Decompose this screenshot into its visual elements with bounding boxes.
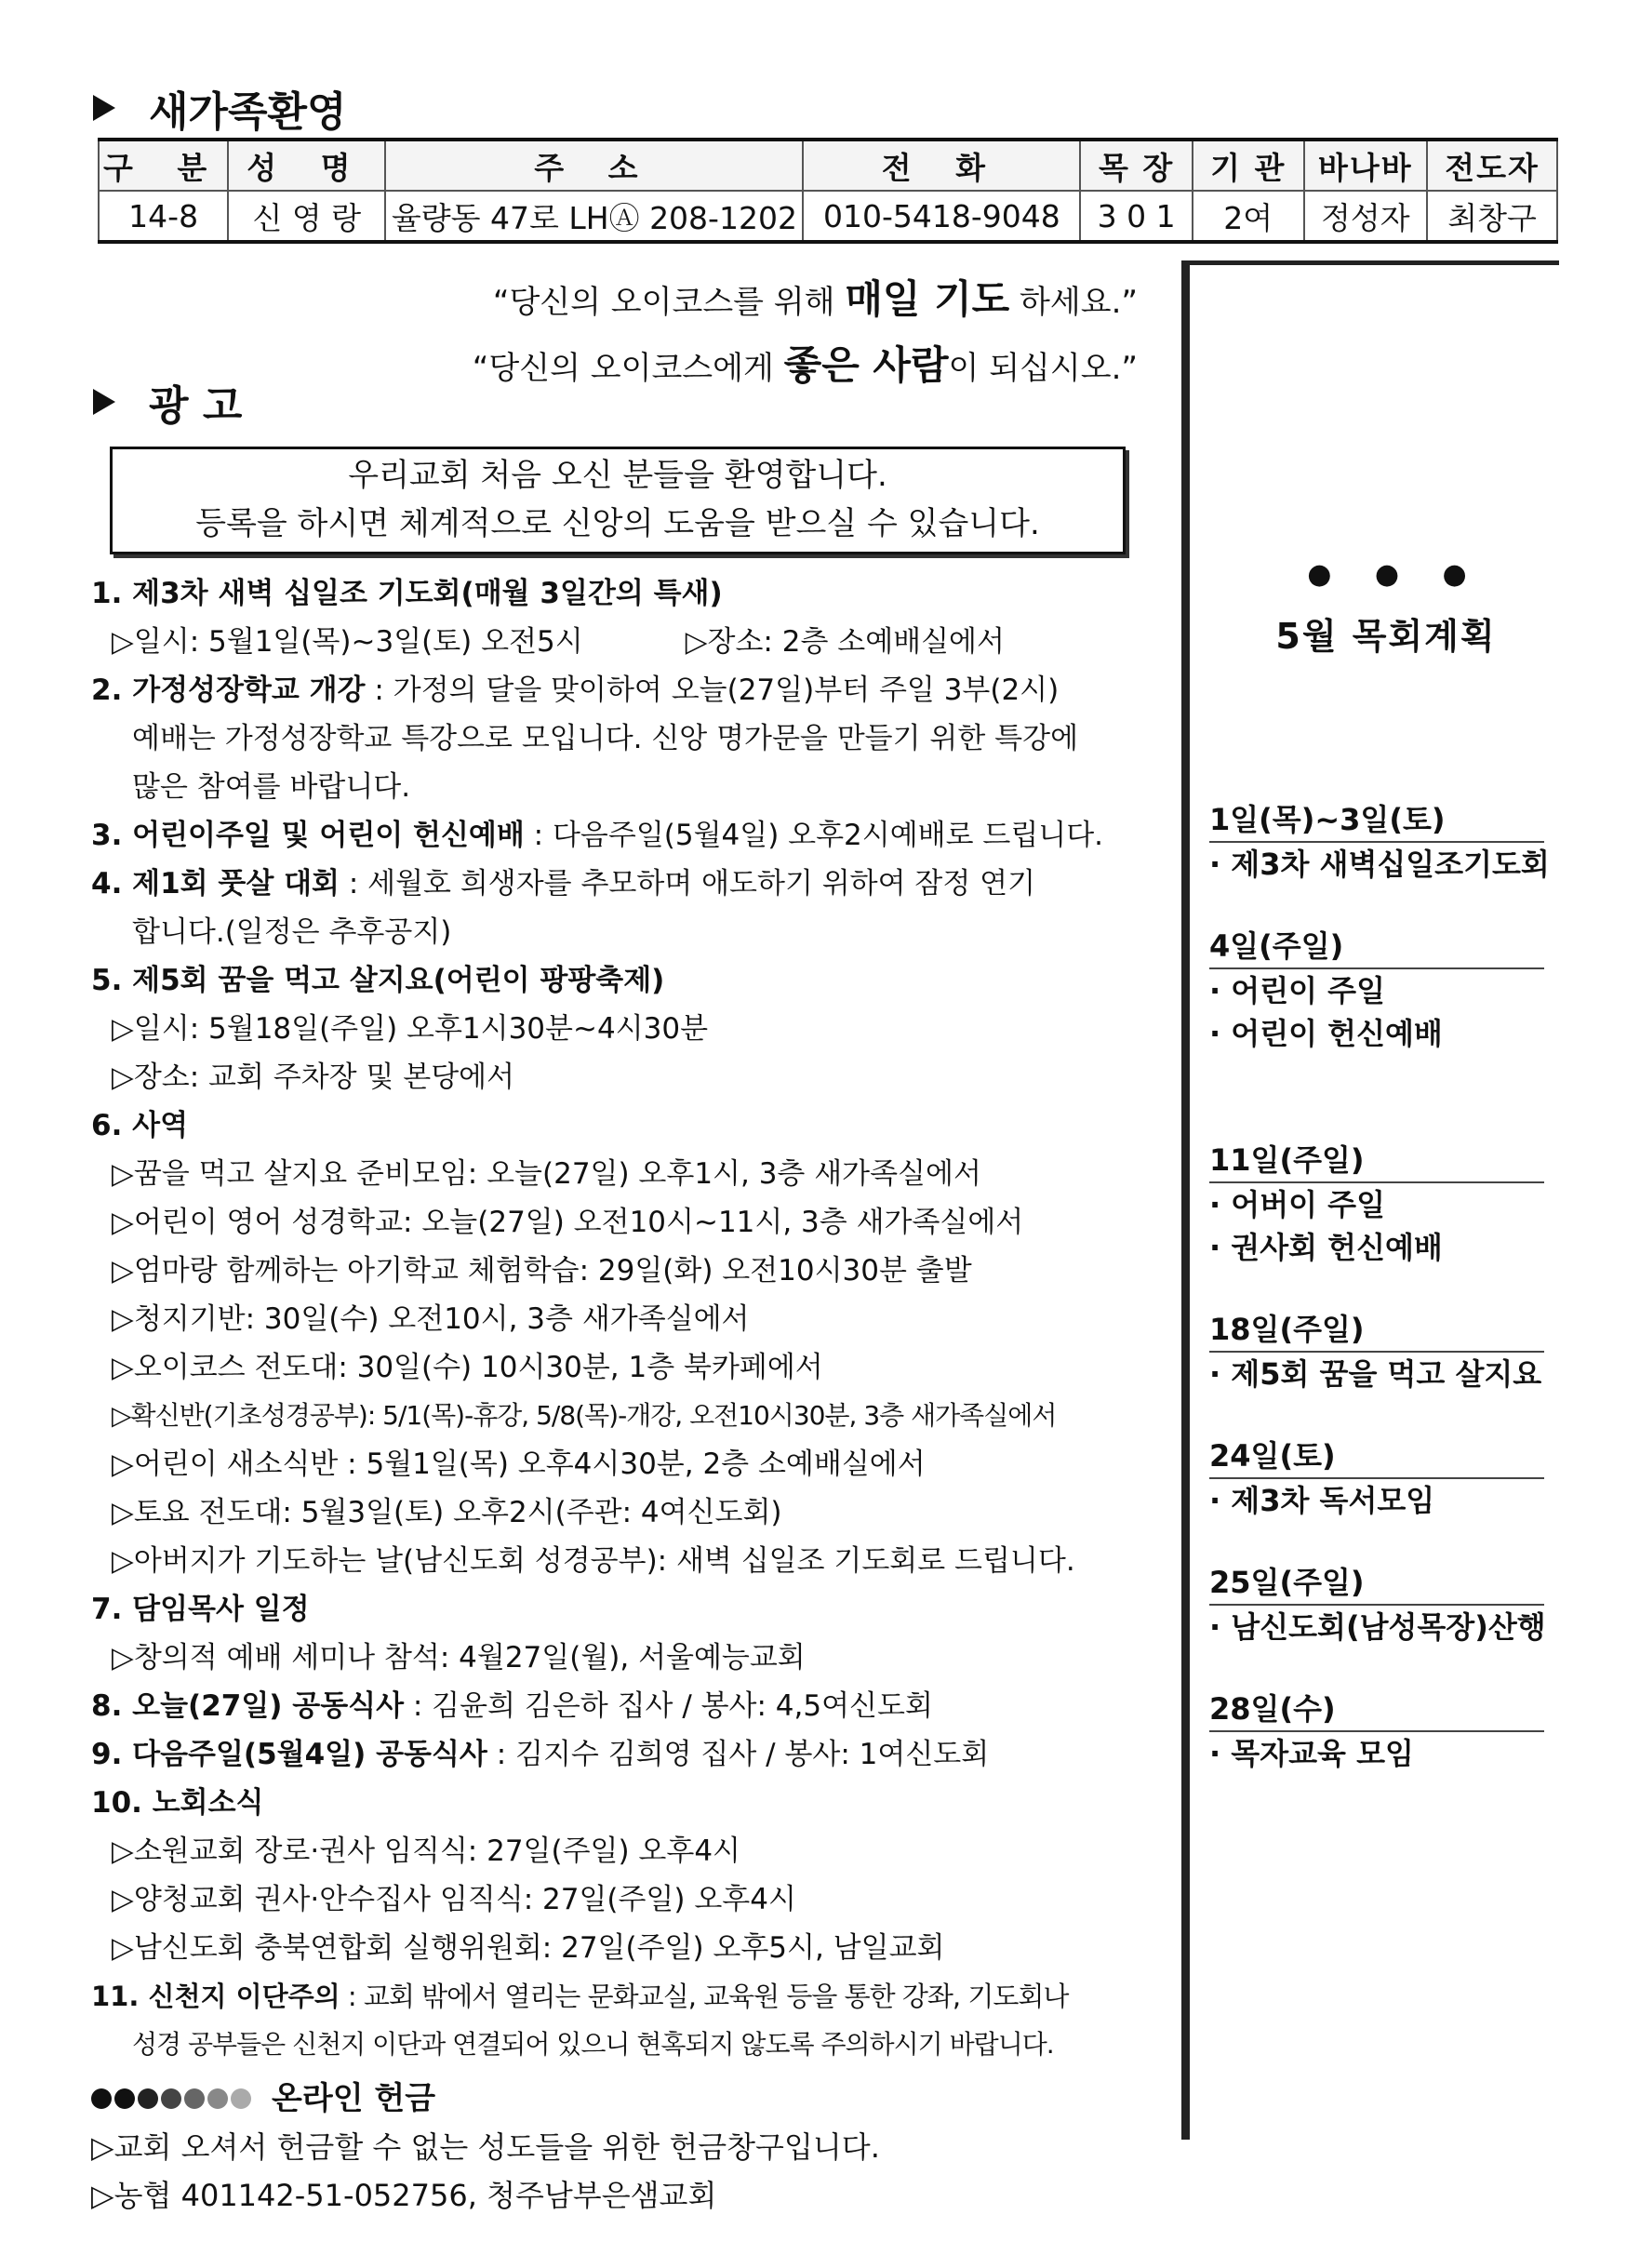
plan-date: 25일(주일) bbox=[1209, 1561, 1544, 1606]
list-item bbox=[91, 811, 1142, 860]
item-sub: ▷장소: 2층 소예배실에서 bbox=[685, 625, 1005, 659]
quote-1-pre: “당신의 오이코스를 위해 bbox=[492, 284, 846, 321]
cell-group: 3 0 1 bbox=[1080, 191, 1192, 242]
header-evangelist: 전도자 bbox=[1427, 140, 1557, 191]
plan-event: · 남신도회(남성목장)산행 bbox=[1209, 1609, 1546, 1645]
item-title: 8. 오늘(27일) 공동식사 bbox=[91, 1689, 405, 1723]
quote-line-1 bbox=[473, 268, 1138, 334]
item-title: 10. 노회소식 bbox=[91, 1786, 264, 1820]
item-title: 2. 가정성장학교 개강 bbox=[91, 674, 366, 707]
list-item bbox=[91, 569, 1142, 666]
welcome-heading bbox=[93, 78, 347, 138]
item-title: 5. 제5회 꿈을 먹고 살지요(어린이 팡팡축제) bbox=[91, 964, 665, 997]
item-sub: ▷토요 전도대: 5월3일(토) 오후2시(주관: 4여신도회) bbox=[112, 1496, 782, 1529]
bullet-dot-icon bbox=[231, 2088, 251, 2109]
item-body: : 가정의 달을 맞이하여 오늘(27일)부터 주일 3부(2시) bbox=[365, 674, 1060, 707]
header-organization: 기 관 bbox=[1193, 140, 1304, 191]
cell-evangelist: 최창구 bbox=[1427, 191, 1557, 242]
item-body: : 세월호 희생자를 추모하며 애도하기 위하여 잠정 연기 bbox=[339, 867, 1036, 901]
item-body: : 김윤희 김은하 집사 / 봉사: 4,5여신도회 bbox=[404, 1689, 933, 1723]
plan-event: · 제3차 새벽십일조기도회 bbox=[1209, 847, 1550, 882]
welcome-title: 새가족환영 bbox=[149, 88, 347, 136]
item-title: 4. 제1회 풋살 대회 bbox=[91, 867, 340, 901]
plan-date: 18일(주일) bbox=[1209, 1308, 1544, 1353]
bullet-dot-icon bbox=[161, 2088, 181, 2109]
quote-2-pre: “당신의 오이코스에게 bbox=[472, 350, 784, 387]
cell-organization: 2여 bbox=[1193, 191, 1304, 242]
notice-line-1: 우리교회 처음 오신 분들을 환영합니다. bbox=[348, 457, 887, 494]
header-group: 목 장 bbox=[1080, 140, 1192, 191]
side-dots: ● ● ● bbox=[1307, 558, 1484, 591]
item-cont: 많은 참여를 바랍니다. bbox=[132, 770, 411, 804]
ads-title: 광 고 bbox=[149, 382, 243, 430]
item-cont: 합니다.(일정은 추후공지) bbox=[132, 915, 452, 949]
plan-event: · 어버이 주일 bbox=[1209, 1187, 1385, 1222]
plan-event: · 어린이 주일 bbox=[1209, 973, 1385, 1008]
quote-1-emphasis: 매일 기도 bbox=[845, 276, 1010, 322]
plan-event: · 제5회 꿈을 먹고 살지요 bbox=[1209, 1356, 1542, 1392]
plan-entry bbox=[1209, 1688, 1563, 1775]
triangle-bullet-icon bbox=[93, 95, 115, 121]
item-sub: ▷아버지가 기도하는 날(남신도회 성경공부): 새벽 십일조 기도회로 드립니다. bbox=[112, 1544, 1075, 1578]
offering-line-1: ▷교회 오셔서 헌금할 수 없는 성도들을 위한 헌금창구입니다. bbox=[91, 2129, 880, 2165]
item-cont: 성경 공부들은 신천지 이단과 연결되어 있으니 현혹되지 않도록 주의하시기 바랍니다. bbox=[132, 2029, 1054, 2060]
item-sub: ▷꿈을 먹고 살지요 준비모임: 오늘(27일) 오후1시, 3층 새가족실에서 bbox=[112, 1157, 981, 1191]
item-sub: ▷남신도회 충북연합회 실행위원회: 27일(주일) 오후5시, 남일교회 bbox=[112, 1931, 945, 1965]
side-panel-rule bbox=[1181, 260, 1190, 2140]
plan-date: 24일(토) bbox=[1209, 1434, 1544, 1479]
item-body: : 다음주일(5월4일) 오후2시예배로 드립니다. bbox=[524, 819, 1104, 852]
item-sub: ▷엄마랑 함께하는 아기학교 체험학습: 29일(화) 오전10시30분 출발 bbox=[112, 1254, 972, 1287]
list-item bbox=[91, 1972, 1142, 2069]
item-sub: ▷확신반(기초성경공부): 5/1(목)-휴강, 5/8(목)-개강, 오전10시30분, 3층 새가족실에서 bbox=[112, 1400, 1057, 1431]
new-family-table bbox=[98, 138, 1558, 244]
list-item bbox=[91, 1101, 1142, 1585]
list-item bbox=[91, 1730, 1142, 1779]
plan-event: · 어린이 헌신예배 bbox=[1209, 1016, 1443, 1051]
item-title: 6. 사역 bbox=[91, 1109, 189, 1142]
plan-event: · 목자교육 모임 bbox=[1209, 1736, 1414, 1771]
item-sub: ▷청지기반: 30일(수) 오전10시, 3층 새가족실에서 bbox=[112, 1302, 750, 1336]
list-item bbox=[91, 666, 1142, 811]
plan-entries bbox=[1209, 798, 1563, 1814]
ads-heading bbox=[93, 372, 242, 432]
quote-block bbox=[473, 268, 1138, 400]
item-title: 11. 신천지 이단주의 bbox=[91, 1981, 340, 2012]
cell-category: 14-8 bbox=[99, 191, 228, 242]
plan-entry bbox=[1209, 1434, 1563, 1522]
item-sub: ▷어린이 영어 성경학교: 오늘(27일) 오전10시~11시, 3층 새가족실에서 bbox=[112, 1206, 1024, 1239]
list-item bbox=[91, 860, 1142, 956]
cell-name: 신 영 랑 bbox=[228, 191, 385, 242]
item-sub: ▷소원교회 장로·권사 임직식: 27일(주일) 오후4시 bbox=[112, 1834, 740, 1868]
item-sub: ▷창의적 예배 세미나 참석: 4월27일(월), 서울예능교회 bbox=[112, 1641, 806, 1674]
quote-2-emphasis: 좋은 사람 bbox=[783, 342, 949, 388]
side-panel-top-rule bbox=[1181, 260, 1559, 265]
item-sub: ▷일시: 5월1일(목)~3일(토) 오전5시 bbox=[112, 625, 583, 659]
cell-address: 율량동 47로 LHⒶ 208-1202 bbox=[385, 191, 803, 242]
bullet-dot-icon bbox=[91, 2088, 112, 2109]
item-sub-row bbox=[91, 618, 1142, 666]
item-title: 3. 어린이주일 및 어린이 헌신예배 bbox=[91, 819, 525, 852]
welcome-notice-box bbox=[110, 447, 1126, 554]
plan-event: · 제3차 독서모임 bbox=[1209, 1483, 1435, 1518]
plan-entry bbox=[1209, 798, 1563, 886]
bullet-dot-icon bbox=[114, 2088, 135, 2109]
plan-event: · 권사회 헌신예배 bbox=[1209, 1230, 1443, 1265]
plan-date: 1일(목)~3일(토) bbox=[1209, 798, 1544, 843]
item-sub: ▷장소: 교회 주차장 및 본당에서 bbox=[112, 1061, 515, 1094]
cell-phone: 010-5418-9048 bbox=[803, 191, 1080, 242]
online-offering bbox=[91, 2075, 880, 2220]
table-header-row bbox=[99, 140, 1557, 191]
item-cont: 예배는 가정성장학교 특강으로 모입니다. 신앙 명가문을 만들기 위한 특강에 bbox=[132, 722, 1079, 755]
quote-1-post: 하세요.” bbox=[1009, 284, 1138, 321]
bullet-dot-icon bbox=[207, 2088, 228, 2109]
list-item bbox=[91, 1682, 1142, 1730]
plan-entry bbox=[1209, 1308, 1563, 1395]
quote-line-2 bbox=[473, 334, 1138, 400]
bullet-dot-icon bbox=[138, 2088, 158, 2109]
side-title: 5월 목회계획 bbox=[1275, 616, 1497, 657]
header-address: 주 소 bbox=[385, 140, 803, 191]
plan-date: 11일(주일) bbox=[1209, 1139, 1544, 1183]
item-sub: ▷양청교회 권사·안수집사 임직식: 27일(주일) 오후4시 bbox=[112, 1883, 796, 1916]
item-title: 1. 제3차 새벽 십일조 기도회(매월 3일간의 특새) bbox=[91, 577, 723, 610]
item-sub: ▷오이코스 전도대: 30일(수) 10시30분, 1층 북카페에서 bbox=[112, 1351, 823, 1384]
offering-heading bbox=[91, 2075, 880, 2123]
list-item bbox=[91, 1585, 1142, 1682]
notice-line-2: 등록을 하시면 체계적으로 신앙의 도움을 받으실 수 있습니다. bbox=[195, 505, 1040, 542]
item-title: 9. 다음주일(5월4일) 공동식사 bbox=[91, 1738, 487, 1771]
header-barnabas: 바나바 bbox=[1304, 140, 1427, 191]
monthly-plan-panel bbox=[1209, 558, 1563, 1771]
header-category: 구 분 bbox=[99, 140, 228, 191]
header-name: 성 명 bbox=[228, 140, 385, 191]
table-row bbox=[99, 191, 1557, 242]
plan-entry bbox=[1209, 1561, 1563, 1648]
item-sub: ▷어린이 새소식반 : 5월1일(목) 오후4시30분, 2층 소예배실에서 bbox=[112, 1448, 926, 1481]
bullet-dot-icon bbox=[184, 2088, 205, 2109]
list-item bbox=[91, 1779, 1142, 1972]
cell-barnabas: 정성자 bbox=[1304, 191, 1427, 242]
plan-entry bbox=[1209, 925, 1563, 1055]
item-body: : 김지수 김희영 집사 / 봉사: 1여신도회 bbox=[487, 1738, 990, 1771]
announcement-list bbox=[91, 569, 1142, 2069]
item-sub: ▷일시: 5월18일(주일) 오후1시30분~4시30분 bbox=[112, 1012, 709, 1046]
quote-2-post: 이 되십시오.” bbox=[948, 350, 1138, 387]
item-body: : 교회 밖에서 열리는 문화교실, 교육원 등을 통한 강좌, 기도회나 bbox=[340, 1981, 1069, 2012]
item-title: 7. 담임목사 일정 bbox=[91, 1593, 310, 1626]
plan-date: 4일(주일) bbox=[1209, 925, 1544, 969]
offering-title: 온라인 헌금 bbox=[272, 2080, 436, 2117]
plan-entry bbox=[1209, 1139, 1563, 1269]
list-item bbox=[91, 956, 1142, 1101]
triangle-bullet-icon bbox=[93, 389, 115, 415]
plan-date: 28일(수) bbox=[1209, 1688, 1544, 1732]
offering-line-2: ▷농협 401142-51-052756, 청주남부은샘교회 bbox=[91, 2178, 717, 2213]
header-phone: 전 화 bbox=[803, 140, 1080, 191]
